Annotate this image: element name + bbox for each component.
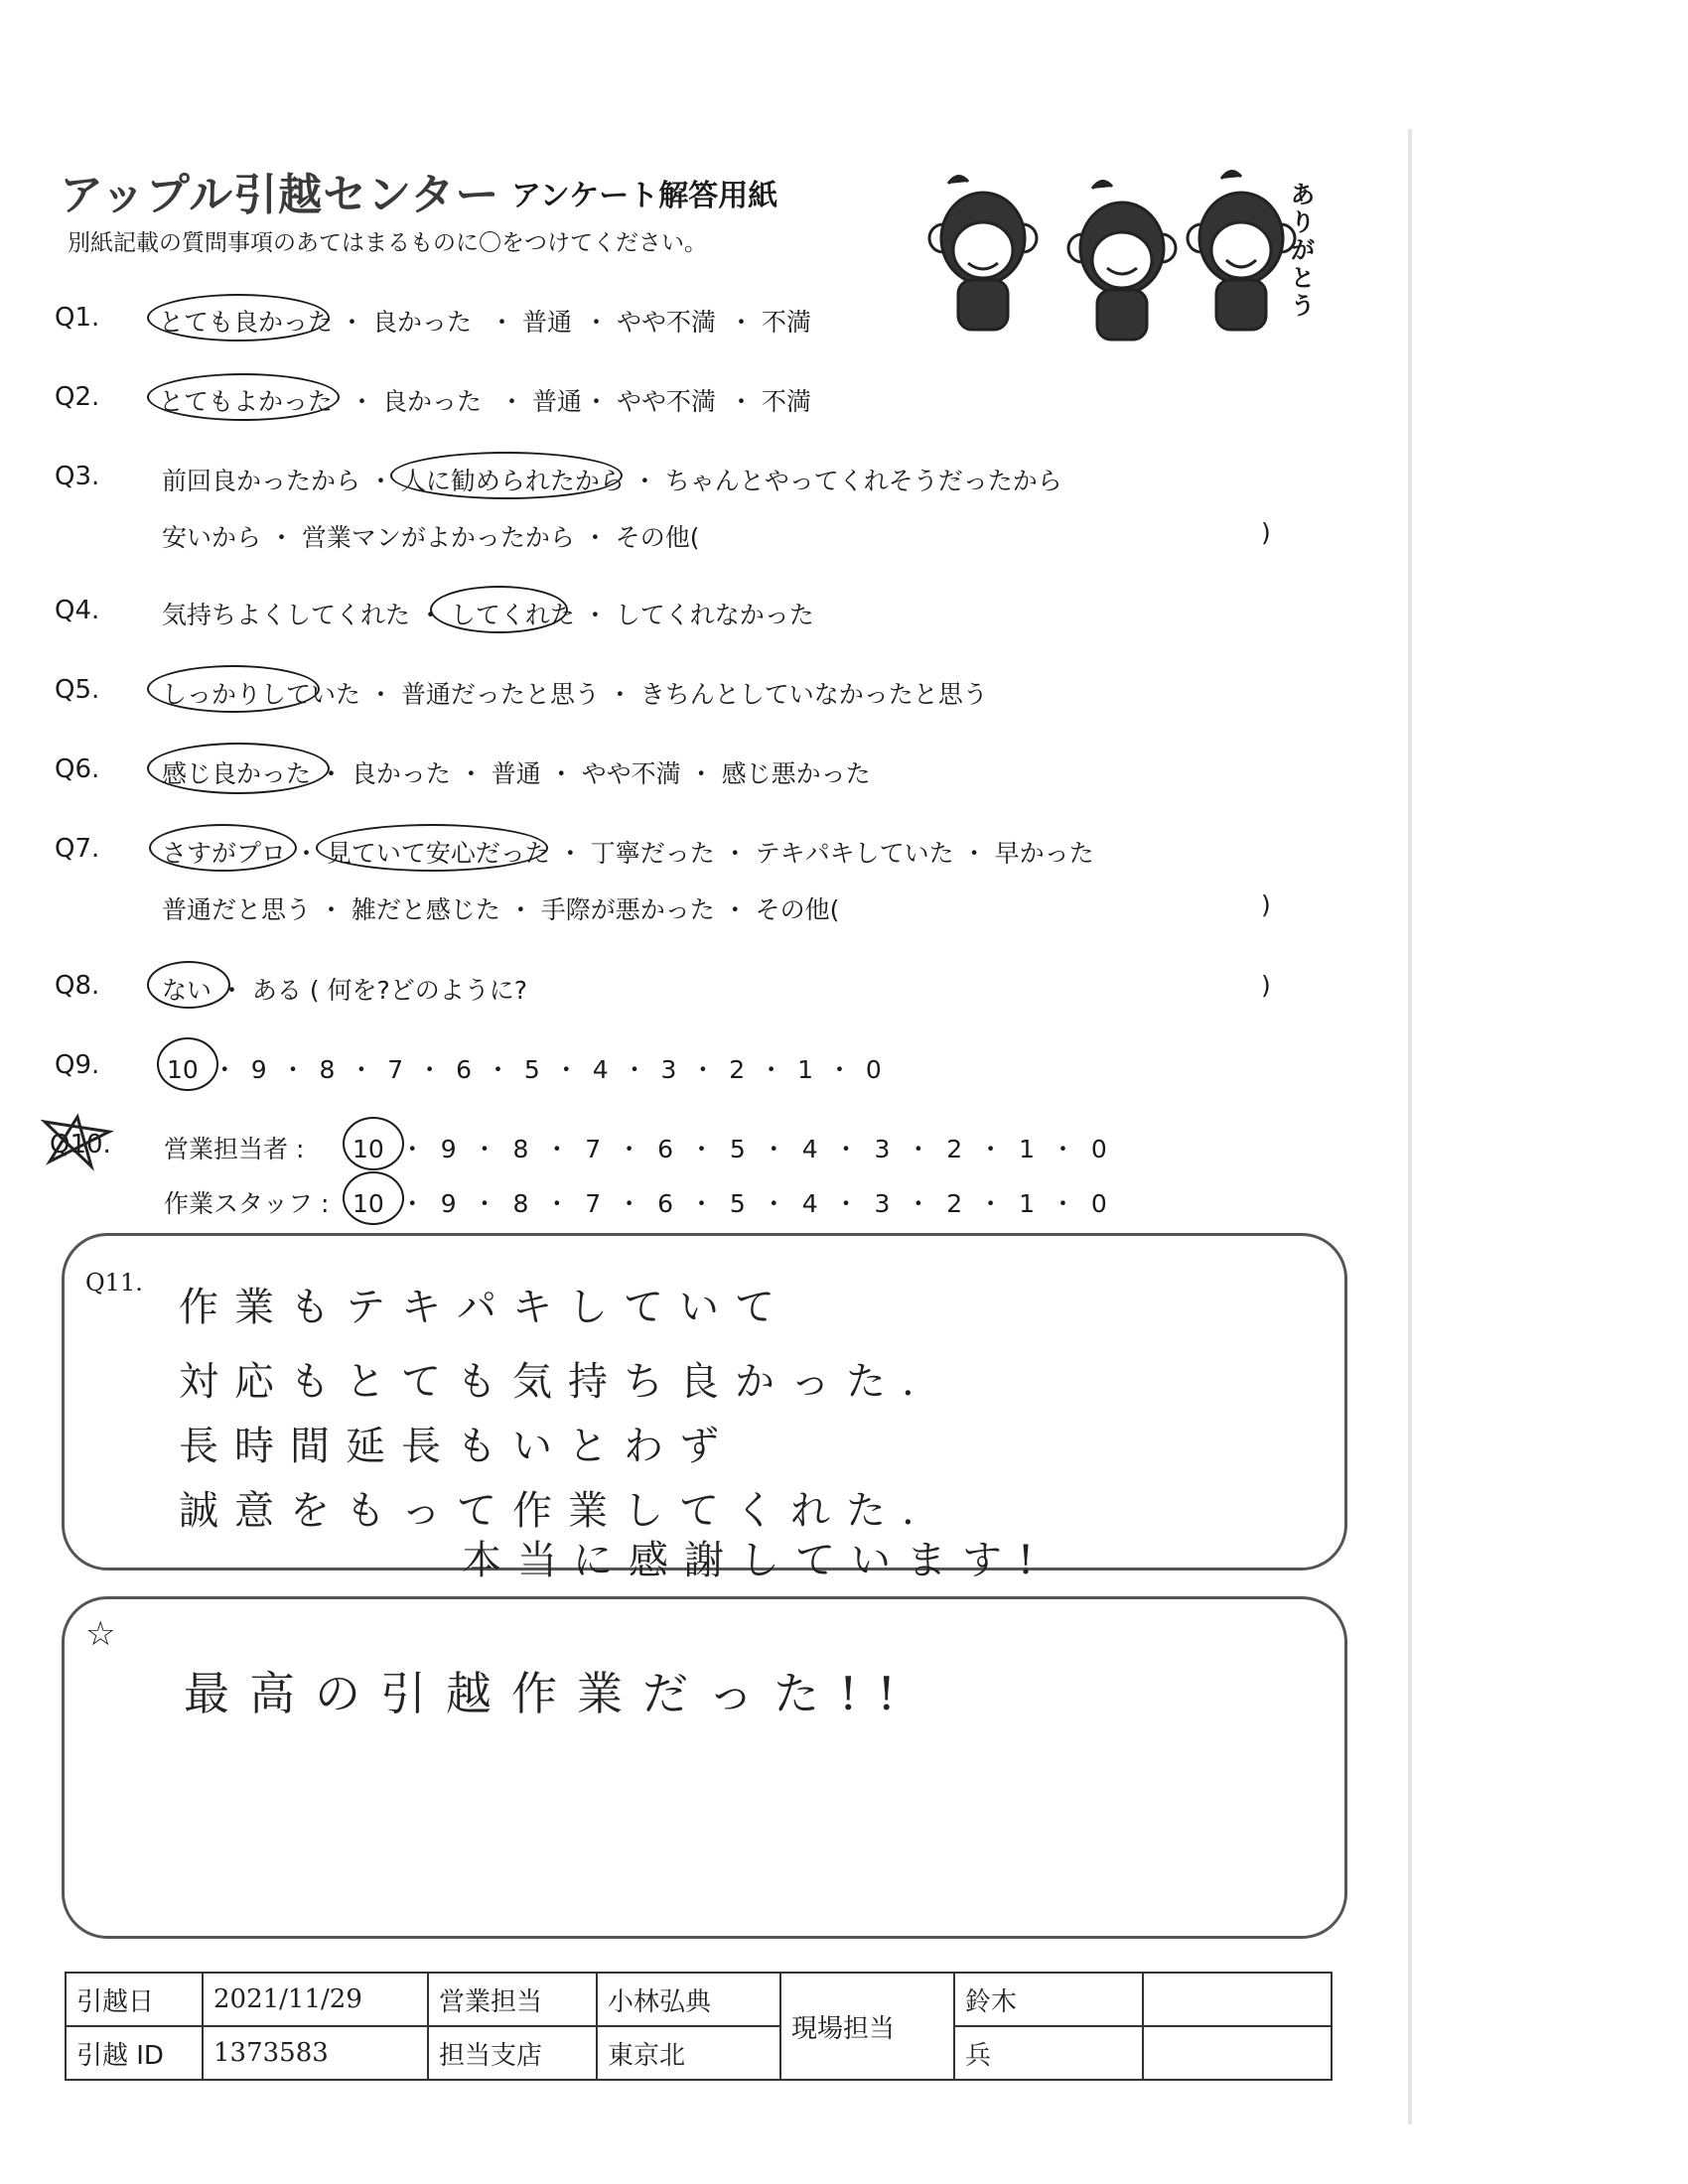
branch-label: 担当支店 — [428, 2026, 597, 2080]
form-subtitle: アンケート解答用紙 — [511, 179, 778, 213]
selection-circle — [343, 1117, 404, 1170]
q11-comment-line: 本当に感謝しています! — [462, 1538, 1051, 1583]
selection-circle — [147, 373, 340, 421]
star-comment-box[interactable] — [62, 1596, 1347, 1939]
branch-value: 東京北 — [597, 2026, 780, 2080]
selection-circle — [343, 1171, 404, 1225]
q11-comment-line: 長時間延長もいとわず — [179, 1424, 735, 1469]
q4-options[interactable]: 気持ちよくしてくれた ・ してくれた ・ してくれなかった — [162, 601, 814, 629]
q10-staff-scale[interactable]: 10 ・ 9 ・ 8 ・ 7 ・ 6 ・ 5 ・ 4 ・ 3 ・ 2 ・ 1 ・ 0 — [352, 1189, 1107, 1218]
q1-label: Q1. — [55, 303, 100, 333]
star-comment-text: 最高の引越作業だった!! — [184, 1667, 915, 1720]
selection-circle — [316, 824, 548, 872]
selection-circle — [390, 452, 623, 499]
q1-option[interactable]: ・ 不満 — [729, 308, 811, 337]
q11-comment-line: 誠意をもって作業してくれた. — [179, 1488, 930, 1534]
q11-label: Q11. — [85, 1269, 143, 1297]
q9-label: Q9. — [55, 1050, 100, 1080]
site-staff-value: 鈴木 — [954, 1973, 1143, 2026]
monkey-mascots-illustration — [864, 169, 1321, 347]
q2-option[interactable]: ・ 不満 — [729, 387, 811, 416]
selection-circle — [147, 743, 330, 794]
site-staff-label: 現場担当 — [780, 1973, 954, 2080]
q5-label: Q5. — [55, 675, 100, 705]
q2-option[interactable]: とてもよかった — [159, 387, 334, 416]
q8-close-paren: ) — [1261, 971, 1271, 1000]
q7-label: Q7. — [55, 834, 100, 864]
q2-option[interactable]: ・ 良かった — [350, 387, 482, 416]
q2-option[interactable]: ・ やや不満 — [584, 387, 716, 416]
q6-options[interactable]: 感じ良かった ・ 良かった ・ 普通 ・ やや不満 ・ 感じ悪かった — [162, 759, 871, 788]
thanks-lettering: ありがとう — [1291, 181, 1315, 320]
move-id-label: 引越 ID — [66, 2026, 203, 2080]
q4-label: Q4. — [55, 596, 100, 625]
q9-scale[interactable]: 10 ・ 9 ・ 8 ・ 7 ・ 6 ・ 5 ・ 4 ・ 3 ・ 2 ・ 1 ・ 0 — [167, 1055, 882, 1084]
star-doodle-icon — [40, 1112, 119, 1171]
empty-cell — [1143, 1973, 1332, 2026]
instruction-text: 別紙記載の質問事項のあてはまるものに〇をつけてください。 — [68, 230, 707, 256]
move-date-value: 2021/11/29 — [203, 1973, 428, 2026]
q8-label: Q8. — [55, 971, 100, 1001]
q11-comment-line: 対応もとても気持ち良かった. — [179, 1359, 930, 1405]
sales-rep-label: 営業担当 — [428, 1973, 597, 2026]
selection-circle — [147, 294, 330, 341]
selection-circle — [157, 1037, 218, 1091]
selection-circle — [147, 961, 230, 1009]
move-id-value: 1373583 — [203, 2026, 428, 2080]
sheet-edge — [1408, 129, 1412, 2124]
q1-option[interactable]: とても良かった — [159, 308, 334, 337]
selection-circle — [149, 824, 297, 872]
site-staff-value: 兵 — [954, 2026, 1143, 2080]
selection-circle — [430, 586, 568, 633]
q10-label: Q10. — [50, 1130, 111, 1160]
q1-option[interactable]: ・ やや不満 — [584, 308, 716, 337]
q1-option[interactable]: ・ 普通 — [490, 308, 572, 337]
q6-label: Q6. — [55, 754, 100, 784]
q10-sales-label: 営業担当者 : — [164, 1135, 305, 1163]
q7-close-paren: ) — [1261, 890, 1271, 919]
q3-label: Q3. — [55, 462, 100, 491]
star-label: ☆ — [85, 1614, 116, 1654]
q3-options-line2[interactable]: 安いから ・ 営業マンがよかったから ・ その他( — [162, 523, 700, 552]
q3-close-paren: ) — [1261, 518, 1271, 547]
q2-option[interactable]: ・ 普通 — [499, 387, 582, 416]
move-date-label: 引越日 — [66, 1973, 203, 2026]
selection-circle — [147, 665, 320, 713]
empty-cell — [1143, 2026, 1332, 2080]
q11-comment-line: 作業もテキパキしていて — [179, 1285, 790, 1330]
move-info-table — [65, 1972, 1333, 2081]
q1-option[interactable]: ・ 良かった — [340, 308, 472, 337]
q7-options-line2[interactable]: 普通だと思う ・ 雑だと感じた ・ 手際が悪かった ・ その他( — [162, 895, 840, 924]
sales-rep-value: 小林弘典 — [597, 1973, 780, 2026]
brand-title: アップル引越センター — [60, 170, 500, 220]
q8-options[interactable]: ない ・ ある ( 何を?どのように? — [162, 976, 528, 1005]
q2-label: Q2. — [55, 382, 100, 412]
q7-options-line1[interactable]: さすがプロ ・ 見ていて安心だった ・ 丁寧だった ・ テキパキしていた ・ 早かった — [162, 839, 1094, 868]
q5-options[interactable]: しっかりしていた ・ 普通だったと思う ・ きちんとしていなかったと思う — [162, 680, 988, 709]
q3-options-line1[interactable]: 前回良かったから ・ 人に勧められたから ・ ちゃんとやってくれそうだったから — [162, 467, 1062, 495]
q10-sales-scale[interactable]: 10 ・ 9 ・ 8 ・ 7 ・ 6 ・ 5 ・ 4 ・ 3 ・ 2 ・ 1 ・ 0 — [352, 1135, 1107, 1163]
q10-staff-label: 作業スタッフ : — [164, 1189, 330, 1218]
